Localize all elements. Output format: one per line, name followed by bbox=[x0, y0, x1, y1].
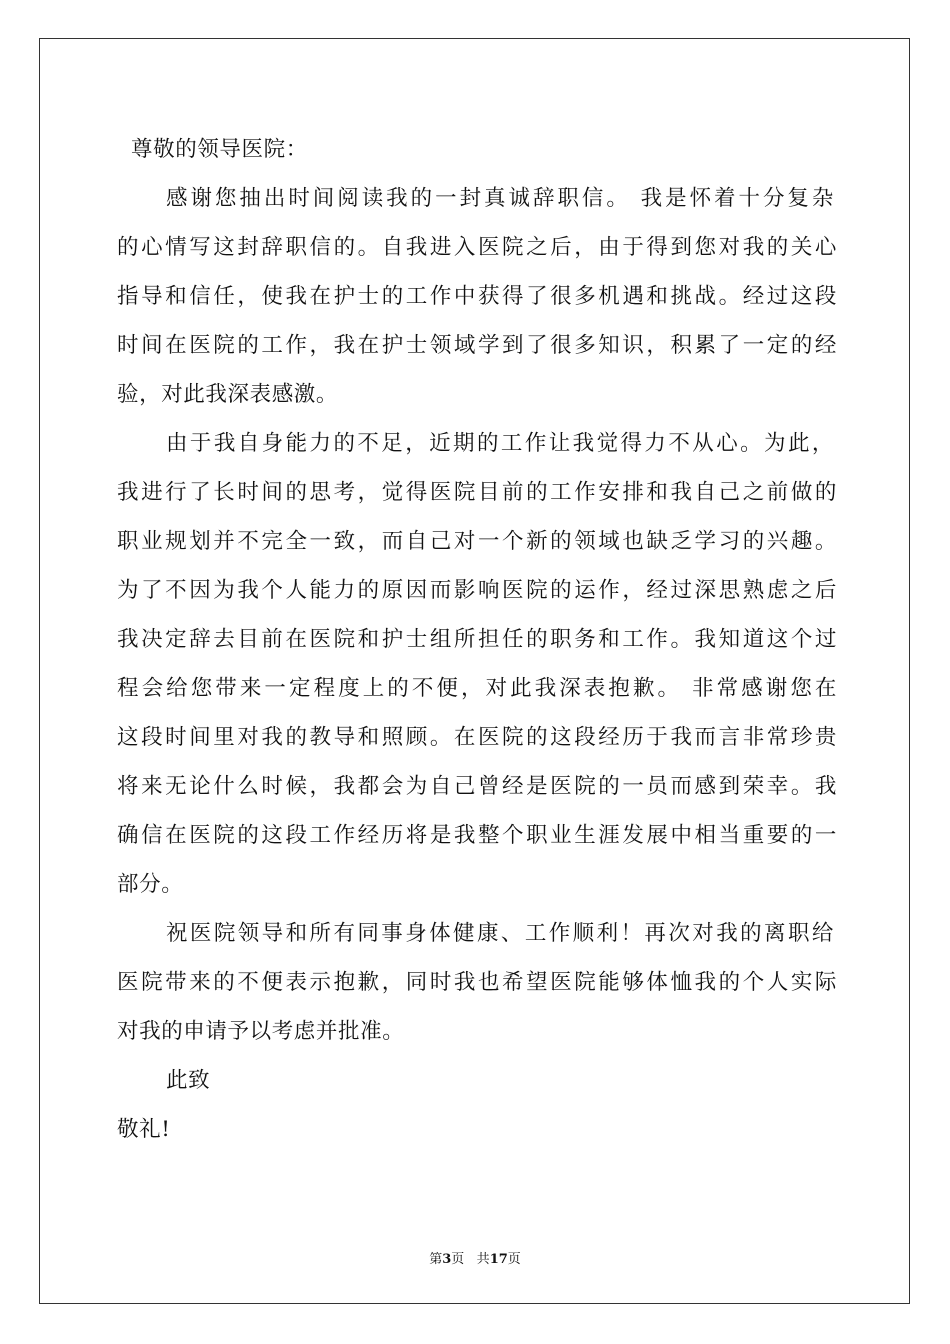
page-prefix: 第 bbox=[429, 1252, 443, 1267]
page-border bbox=[39, 38, 910, 1304]
page-suffix: 页 bbox=[451, 1252, 465, 1267]
total-suffix: 页 bbox=[507, 1252, 521, 1267]
paragraph-line: 指导和信任，使我在护士的工作中获得了很多机遇和挑战。经过这段 bbox=[117, 284, 837, 309]
closing-regards: 此致 bbox=[166, 1068, 211, 1093]
paragraph-line: 部分。 bbox=[117, 872, 184, 897]
paragraph-line: 祝医院领导和所有同事身体健康、工作顺利！再次对我的离职给 bbox=[166, 921, 834, 946]
paragraph-line: 将来无论什么时候，我都会为自己曾经是医院的一员而感到荣幸。我 bbox=[117, 774, 837, 799]
paragraph-line: 的心情写这封辞职信的。自我进入医院之后，由于得到您对我的关心 bbox=[117, 235, 837, 260]
paragraph-line: 确信在医院的这段工作经历将是我整个职业生涯发展中相当重要的一 bbox=[117, 823, 837, 848]
paragraph-line: 由于我自身能力的不足，近期的工作让我觉得力不从心。为此， bbox=[166, 431, 834, 456]
paragraph-line: 这段时间里对我的教导和照顾。在医院的这段经历于我而言非常珍贵 bbox=[117, 725, 837, 750]
paragraph-line: 对我的申请予以考虑并批准。 bbox=[117, 1019, 405, 1044]
paragraph-line: 验，对此我深表感激。 bbox=[117, 382, 339, 407]
paragraph-line: 医院带来的不便表示抱歉，同时我也希望医院能够体恤我的个人实际 bbox=[117, 970, 837, 995]
total-pages: 17 bbox=[489, 1252, 508, 1267]
salutation: 尊敬的领导医院： bbox=[131, 137, 308, 162]
paragraph-line: 时间在医院的工作，我在护士领域学到了很多知识，积累了一定的经 bbox=[117, 333, 837, 358]
page-number: 3 bbox=[442, 1252, 452, 1267]
paragraph-line: 我进行了长时间的思考，觉得医院目前的工作安排和我自己之前做的 bbox=[117, 480, 837, 505]
paragraph-line: 我决定辞去目前在医院和护士组所担任的职务和工作。我知道这个过 bbox=[117, 627, 837, 652]
total-prefix: 共 bbox=[476, 1252, 490, 1267]
paragraph-line: 职业规划并不完全一致，而自己对一个新的领域也缺乏学习的兴趣。 bbox=[117, 529, 837, 554]
closing-salute: 敬礼! bbox=[117, 1117, 171, 1142]
page-footer bbox=[0, 1248, 950, 1267]
paragraph-line: 感谢您抽出时间阅读我的一封真诚辞职信。 我是怀着十分复杂 bbox=[166, 186, 834, 211]
paragraph-line: 为了不因为我个人能力的原因而影响医院的运作，经过深思熟虑之后 bbox=[117, 578, 837, 603]
paragraph-line: 程会给您带来一定程度上的不便，对此我深表抱歉。 非常感谢您在 bbox=[117, 676, 837, 701]
